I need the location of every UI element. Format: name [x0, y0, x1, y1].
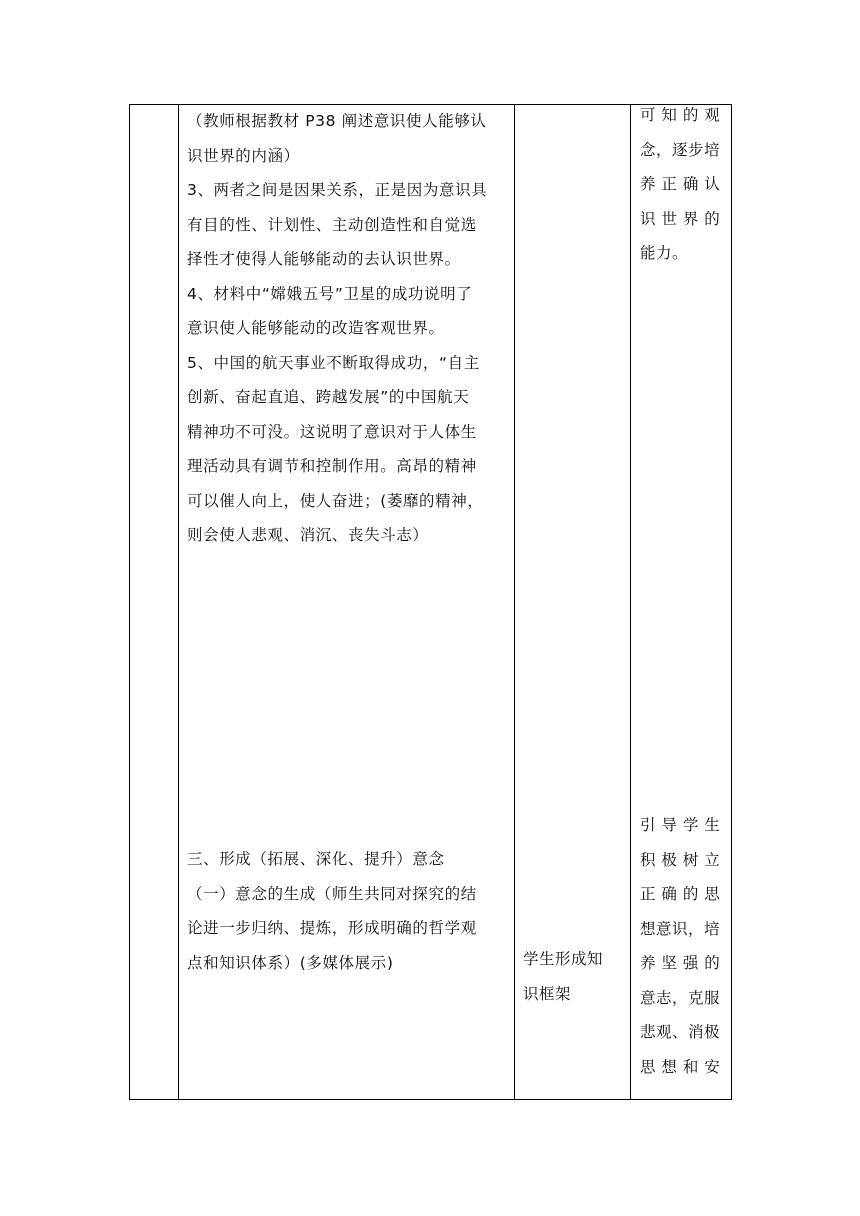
content-line: 点和知识体系）(多媒体展示): [187, 953, 394, 972]
intent-line: 悲观、消极: [640, 1023, 721, 1041]
intent-line: 念，逐步培: [640, 140, 721, 159]
column-divider-1: [178, 105, 179, 1099]
column-divider-2: [514, 105, 515, 1099]
intent-line: 识 世 界 的: [640, 209, 721, 228]
design-intent-block-1: [640, 98, 720, 271]
intent-line: 思 想 和 安: [640, 1057, 721, 1076]
content-line: （教师根据教材 P38 阐述意识使人能够认: [187, 112, 487, 130]
column-divider-3: [630, 105, 631, 1099]
student-activity-line: 识框架: [523, 984, 572, 1003]
content-line: 择性才使得人能够能动的去认识世界。: [187, 250, 461, 268]
intent-line: 正 确 的 思: [640, 885, 721, 903]
teaching-content-block-2: [187, 842, 477, 980]
content-line: 3、两者之间是因果关系，正是因为意识具: [187, 181, 488, 199]
teaching-content-block-1: [187, 104, 487, 553]
content-line: （一）意念的生成（师生共同对探究的结: [187, 884, 477, 903]
content-line: 精神功不可没。这说明了意识对于人体生: [187, 422, 477, 441]
intent-line: 养 正 确 认: [640, 175, 721, 193]
intent-line: 想意识，培: [640, 919, 721, 938]
intent-line: 养 坚 强 的: [640, 954, 721, 972]
content-line: 创新、奋起直追、跨越发展”的中国航天: [187, 388, 470, 406]
content-line: 识世界的内涵）: [187, 146, 300, 165]
section-heading: 三、形成（拓展、深化、提升）意念: [187, 850, 445, 868]
intent-line: 积 极 树 立: [640, 850, 721, 869]
content-line: 可以催人向上，使人奋进；(萎靡的精神，: [187, 491, 484, 510]
intent-line: 能力。: [640, 244, 689, 262]
content-line: 论进一步归纳、提炼，形成明确的哲学观: [187, 919, 477, 937]
student-activity-block: [523, 942, 603, 1011]
content-line: 4、材料中“嫦娥五号”卫星的成功说明了: [187, 284, 473, 303]
content-line: 意识使人能够能动的改造客观世界。: [187, 319, 445, 337]
content-line: 则会使人悲观、消沉、丧失斗志）: [187, 526, 429, 544]
content-line: 理活动具有调节和控制作用。高昂的精神: [187, 457, 477, 475]
content-line: 5、中国的航天事业不断取得成功，“自主: [187, 353, 480, 372]
intent-line: 意志，克服: [640, 988, 721, 1007]
content-line: 有目的性、计划性、主动创造性和自觉选: [187, 215, 477, 234]
student-activity-line: 学生形成知: [523, 950, 604, 968]
intent-line: 引 导 学 生: [640, 816, 721, 834]
design-intent-block-2: [640, 808, 720, 1084]
intent-line: 可 知 的 观: [640, 106, 721, 124]
